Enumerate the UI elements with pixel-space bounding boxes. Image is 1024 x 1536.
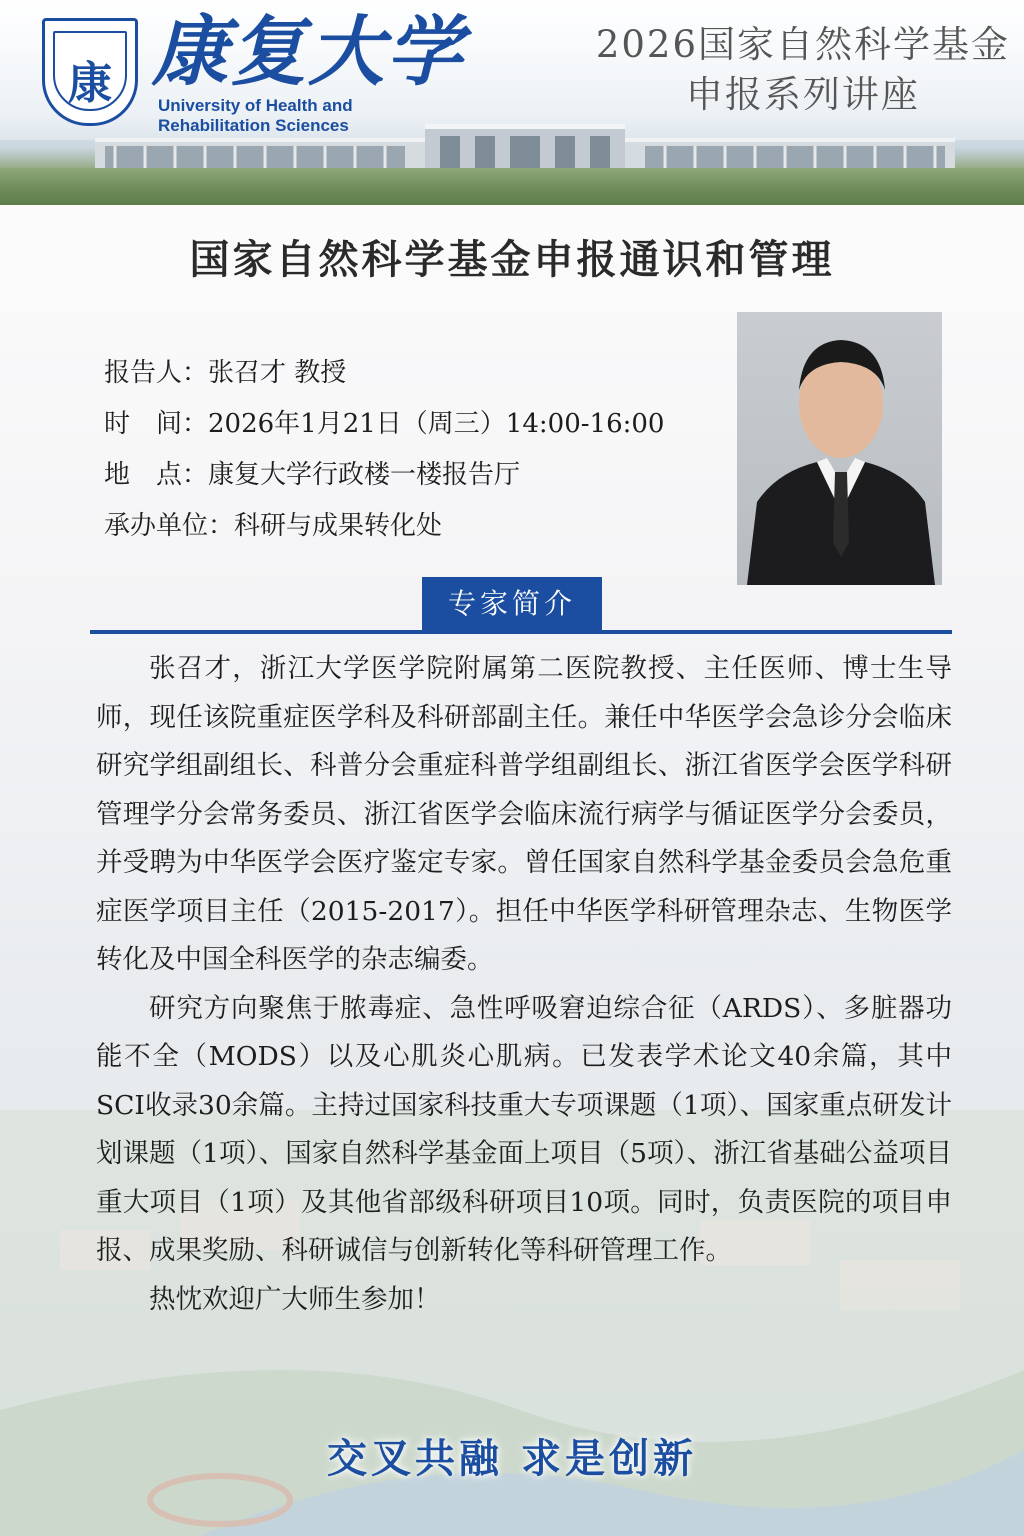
time-label: 时 间：: [104, 409, 209, 439]
bio-paragraph-2: 研究方向聚焦于脓毒症、急性呼吸窘迫综合征（ARDS）、多脏器功能不全（MODS）以及心肌炎心肌病。已发表学术论文40余篇，其中SCI收录30余篇。主持过国家科技重大专项课题（1项）、国家重点研发计划课题（1项）、国家自然科学基金面上项目（5项）、浙江省基础公益项目重大项目（1项）及其他省部级科研项目10项。同时，负责医院的项目申报、成果奖励、科研诚信与创新转化等科研管理工作。: [96, 992, 952, 1266]
bio-paragraph-1: 张召才，浙江大学医学院附属第二医院教授、主任医师、博士生导师，现任该院重症医学科及科研部副主任。兼任中华医学会急诊分会临床研究学组副组长、科普分会重症科普学组副组长、浙江省医学会医学科研管理学分会常务委员、浙江省医学会临床流行病学与循证医学分会委员，并受聘为中华医学会医疗鉴定专家。曾任国家自然科学基金委员会急危重症医学项目主任（2015-2017）。担任中华医学科研管理杂志、生物医学转化及中国全科医学的杂志编委。: [96, 653, 952, 975]
speaker-value: 张召才 教授: [208, 358, 347, 388]
university-name-en: [158, 96, 353, 136]
emblem-glyph: 康: [68, 58, 112, 109]
lecture-info: [104, 348, 664, 552]
speaker-label: 报告人：: [104, 358, 209, 388]
header-banner: [0, 0, 1024, 205]
section-title: 专家简介: [422, 577, 602, 630]
host-value: 科研与成果转化处: [234, 511, 443, 541]
time-value: 2026年1月21日（周三）14:00-16:00: [208, 409, 665, 439]
section-divider: [90, 630, 952, 634]
speaker-photo: [737, 312, 942, 585]
host-label: 承办单位：: [104, 511, 235, 541]
slogan: 交叉共融 求是创新: [327, 1435, 697, 1482]
series-line2: 申报系列讲座: [685, 73, 920, 116]
university-emblem: [42, 18, 138, 126]
series-line1: 2026国家自然科学基金: [595, 23, 1010, 66]
place-label: 地 点：: [104, 460, 209, 490]
university-name-en-line1: University of Health and: [158, 96, 353, 115]
lawn: [0, 168, 1024, 205]
university-name-cn: 康复大学: [152, 7, 464, 96]
lecture-series-title: [596, 20, 1010, 120]
expert-biography: [96, 645, 952, 1324]
host-row: [104, 501, 664, 552]
bio-paragraph-3: 热忱欢迎广大师生参加！: [149, 1283, 441, 1315]
university-name-en-line2: Rehabilitation Sciences: [158, 116, 349, 135]
speaker-row: [104, 348, 664, 399]
time-row: [104, 399, 664, 450]
lecture-title: 国家自然科学基金申报通识和管理: [189, 236, 835, 283]
place-row: [104, 450, 664, 501]
place-value: 康复大学行政楼一楼报告厅: [208, 460, 521, 490]
